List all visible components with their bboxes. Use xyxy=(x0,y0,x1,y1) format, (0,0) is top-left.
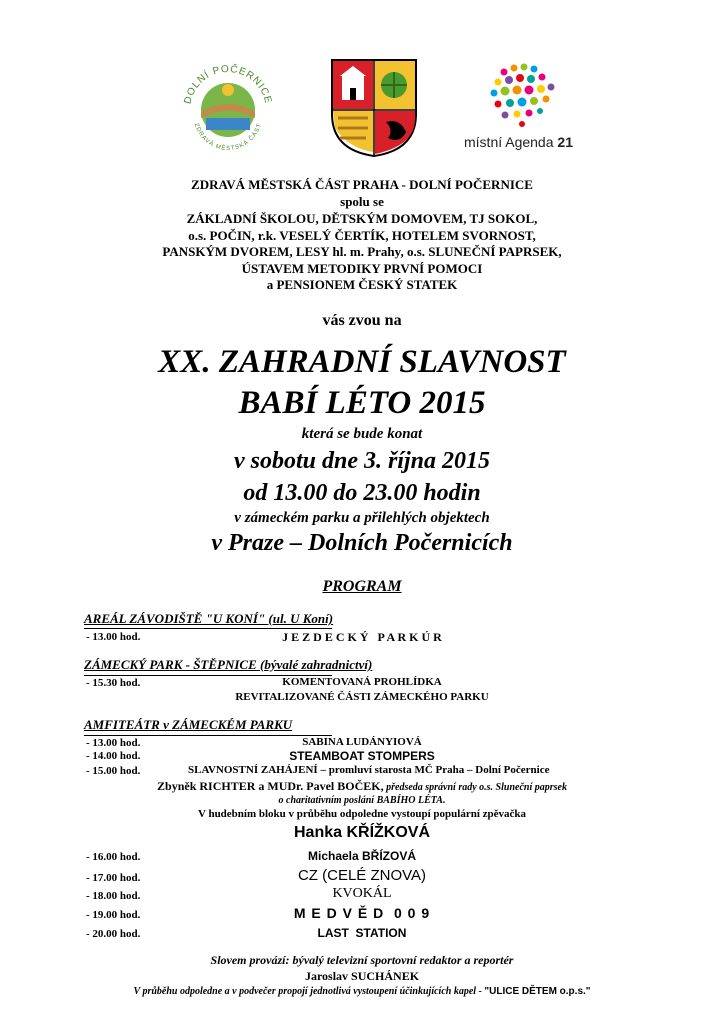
event-intro: která se bude konat xyxy=(301,426,423,442)
speakers-line xyxy=(0,779,724,794)
header-line-6: ÚSTAVEM METODIKY PRVNÍ POMOCI xyxy=(241,261,483,276)
header-line-5: PANSKÝM DVOREM, LESY hl. m. Prahy, o.s. SLUNEČNÍ PAPRSEK, xyxy=(162,244,562,259)
header-line-1: ZDRAVÁ MĚSTSKÁ ČÁST PRAHA - DOLNÍ POČERNICE xyxy=(191,177,533,192)
event-tour-detail: REVITALIZOVANÉ ČÁSTI ZÁMECKÉHO PARKU xyxy=(235,691,489,703)
time-1330: - 13.00 hod. xyxy=(86,631,141,643)
time-2000: - 20.00 hod. xyxy=(86,928,141,940)
coat-of-arms-emblem xyxy=(330,58,418,158)
performer-kvokal: KVOKÁL xyxy=(332,886,392,901)
time-1700: - 17.00 hod. xyxy=(86,872,141,884)
performer-last-station: LAST STATION xyxy=(317,926,407,940)
event-date: v sobotu dne 3. října 2015 xyxy=(233,448,491,474)
dolni-pocernice-logo xyxy=(172,52,284,164)
opening-ceremony: SLAVNOSTNÍ ZAHÁJENÍ – promluví starosta MČ Praha – Dolní Počernice xyxy=(188,764,550,776)
header-line-7: a PENSIONEM ČESKÝ STATEK xyxy=(266,277,458,292)
performer-medved: M E D V Ě D 0 0 9 xyxy=(293,905,431,921)
program-heading: PROGRAM xyxy=(322,578,402,595)
agenda-prefix: místní Agenda xyxy=(464,134,554,150)
time-1500: - 15.00 hod. xyxy=(86,765,141,777)
performer-hanka: Hanka KŘÍŽKOVÁ xyxy=(293,824,431,841)
section-divider xyxy=(84,628,332,629)
section-title-arena: AREÁL ZÁVODIŠTĚ "U KONÍ" (ul. U Koní) xyxy=(84,611,334,626)
music-block-note: V hudebním bloku v průběhu odpoledne vystoupí populární zpěvačka xyxy=(197,808,527,820)
charity-note: o charitativním poslání BABÍHO LÉTA. xyxy=(278,795,446,806)
final-note-org: "ULICE DĚTEM o.p.s." xyxy=(484,986,591,997)
agenda-21-dots-icon xyxy=(460,62,590,132)
time-1300: - 13.00 hod. xyxy=(86,737,141,749)
speakers-names: Zbyněk RICHTER a MUDr. Pavel BOČEK, xyxy=(157,779,384,793)
header-line-4: o.s. POČIN, r.k. VESELÝ ČERTÍK, HOTELEM SVORNOST, xyxy=(188,228,536,243)
performer-cz: CZ (CELÉ ZNOVA) xyxy=(297,867,427,884)
time-1600: - 16.00 hod. xyxy=(86,851,141,863)
agenda-number: 21 xyxy=(557,134,573,150)
performer-sabina: SABINA LUDÁNYIOVÁ xyxy=(302,736,422,748)
header-line-3: ZÁKLADNÍ ŠKOLOU, DĚTSKÝM DOMOVEM, TJ SOKOL, xyxy=(186,211,538,226)
invite-text: vás zvou na xyxy=(322,312,402,329)
logo-top-text: DOLNÍ POČERNICE xyxy=(182,63,274,106)
performer-steamboat: STEAMBOAT STOMPERS xyxy=(289,749,435,763)
event-time: od 13.00 do 23.00 hodin xyxy=(243,480,481,506)
event-subtitle: BABÍ LÉTO 2015 xyxy=(238,385,486,421)
event-place-note: v zámeckém parku a přilehlých objektech xyxy=(234,510,490,526)
section-title-amphitheatre: AMFITEÁTR v ZÁMECKÉM PARKU xyxy=(84,717,293,732)
event-parkur: J E Z D E C K Ý P A R K Ú R xyxy=(282,630,442,644)
host-name: Jaroslav SUCHÁNEK xyxy=(304,969,420,983)
event-title: XX. ZAHRADNÍ SLAVNOST xyxy=(158,344,566,380)
speakers-role: předseda správní rady o.s. Sluneční paprsek xyxy=(383,782,567,793)
section-title-stepnice: ZÁMECKÝ PARK - ŠTĚPNICE (bývalé zahradnictví) xyxy=(84,657,373,672)
time-1800: - 18.00 hod. xyxy=(86,890,141,902)
time-1900: - 19.00 hod. xyxy=(86,909,141,921)
final-note xyxy=(0,986,724,997)
time-1530: - 15.30 hod. xyxy=(86,677,141,689)
agenda-21-label xyxy=(464,134,573,150)
agenda-21-logo xyxy=(460,62,590,158)
logo-bottom-text: ZDRAVÁ MĚSTSKÁ ČÁST xyxy=(192,122,264,153)
host-line: Slovem provází: bývalý televizní sportovní redaktor a reportér xyxy=(210,953,514,967)
performer-michaela: Michaela BŘÍZOVÁ xyxy=(307,849,417,863)
final-note-text: V průběhu odpoledne a v podvečer propojí jednotlivá vystoupení účinkujících kapel - xyxy=(133,986,485,997)
header-line-2: spolu se xyxy=(340,194,384,209)
event-place: v Praze – Dolních Počernicích xyxy=(211,530,513,556)
time-1400: - 14.00 hod. xyxy=(86,750,141,762)
event-tour: KOMENTOVANÁ PROHLÍDKA xyxy=(282,676,442,688)
